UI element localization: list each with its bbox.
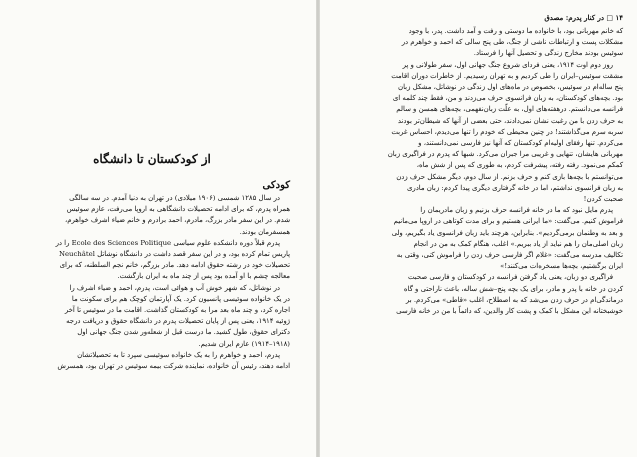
left-body-text — [14, 193, 290, 372]
text-line: کردن در خانه با پدر و مادر، برای یک بچه پنج–شش ساله، باعث ناراحتی و گاه — [403, 284, 623, 293]
text-line: بود. بچه‌های کودکستان، به زبان فرانسوی حرف می‌زدند و من، فقط چند کلمه ای — [392, 94, 623, 103]
text-line: در نوشاتل، که شهر خوش آب و هوائی است، پدرم، احمد و ضیاء اشرف را — [69, 283, 280, 292]
text-line: همراه پدرم، که برای ادامه تحصیلات دانشگاهی به اروپا می‌رفت، عازم سوئیس — [66, 205, 290, 214]
right-page — [320, 0, 637, 457]
text-line: سربه سرم می‌گذاشتند! در چنین محیطی که خودم را تنها می‌دیدم، احساس غربت — [391, 127, 623, 136]
text-line: مشقت سوئیس–ایران را طی کردیم و به تهران رسیدیم. از خاطرات دوران اقامت — [391, 71, 623, 80]
text-line: دکترای حقوق، طول کشید. ما درست قبل از شعله‌ور شدن جنگ جهانی اول — [77, 328, 290, 337]
text-line: شدم. در این سفر مادر بزرگ، مادرم، احمد برادرم و خانم ضیاء اشرف خواهرم، — [65, 216, 290, 225]
text-line: مشکلات پست و ارتباطات ناشی از جنگ، طی پنج سالی که احمد و خواهرم در — [401, 38, 623, 47]
text-line: روز دوم اوت ۱۹۱۴، یعنی فردای شروع جنگ جهانی اول، سفر طولانی و پر — [402, 60, 613, 69]
text-line: تکالیف مدرسه می‌گفت: «غلام اگر فارسی حرف زدن را فراموش کنی، وقتی به — [396, 251, 623, 260]
chapter-title: از کودکستان تا دانشگاه — [93, 152, 211, 166]
text-line: ژوئیه ۱۹۱۴، یعنی پس از پایان تحصیلات پدرم در دانشگاه حقوق و دریافت درجه — [66, 317, 290, 326]
text-line: کمکم می‌نمود. رفته رفته، پیشرفت کردم، به طوری که پس از شش ماه، — [416, 161, 623, 170]
text-line: خوشبختانه این مشکل با کمک و پشت کار والدین، که دائماً با من در خانه فارسی — [396, 307, 623, 316]
text-line: تحصیلات خود در رشته حقوق ادامه دهد. مادر بزرگم، خانم نجم السلطنه، که برای — [59, 261, 290, 270]
left-page — [0, 0, 316, 457]
text-line: پدرم مایل نبود که ما در خانه فرانسه حرف بزنیم و زبان مادریمان را — [420, 206, 613, 215]
text-line: به حرف زدن با من رغبت نشان نمی‌دادند، حتی بعضی از آنها که شیطان‌تر بودند — [397, 116, 623, 125]
text-line: صحبت کردن! — [583, 195, 623, 204]
text-line: فراگیری دو زبان، یعنی یاد گرفتن فرانسه در کودکستان و فارسی صحبت — [408, 273, 613, 282]
text-line: سوئیس بودند مخارج زندگی و تحصیل آنها را فرستاد. — [473, 49, 623, 58]
text-line: ادامه دهند، رئیس آن خانواده، نماینده شرکت بیمه سوئیس در تهران بود، همسرش — [57, 362, 290, 371]
text-line: می‌توانستم با بچه‌ها بازی کنم و حرف بزنم. از سال دوم، دیگر مشکل حرف زدن — [396, 172, 623, 181]
text-line: پدرم قبلاً دوره دانشکده علوم سیاسی Ecole des Sciences Politique را در — [55, 238, 280, 247]
running-header: ۱۴ □ در کنار پدرم: مصدق — [544, 13, 623, 22]
text-line: ایران برگشتیم، بچه‌ها مسخره‌ات می‌کنند!» — [500, 262, 623, 271]
text-line: پاریس تمام کرده بود، و در این سفر قصد داشت در دانشگاه نوشاتل Neuchâtel — [58, 250, 290, 259]
text-line: فرانسه می‌دانستم. درهفته‌های اول، به علّت زبان‌نفهمی، بچه‌های همسن و سالم — [396, 105, 623, 114]
text-line: (۱۹۱۸–۱۹۱۴) عازم ایران شدیم. — [198, 339, 290, 348]
right-body-text — [342, 26, 623, 317]
text-line: فراموش کنیم. می‌گفت: «ما ایرانی هستیم و برای مدت کوتاهی در اروپا می‌مانیم — [393, 217, 623, 226]
text-line: مهربانی هایشان، تنهایی و غریبی مرا جبران می‌کرد. شبها که پدرم در فراگیری زبان — [387, 150, 623, 159]
text-line: زبان اصلی‌مان را هم نباید از یاد ببریم.» اغلب، هنگام کمک به من در انجام — [413, 239, 623, 248]
text-line: می‌کردم. تنها رفقای اولیه‌ام کودکستان که آنها نیز فارسی نمی‌دانستند، و — [418, 139, 623, 148]
text-line: پنج ساله‌ام در سوئیس، بخصوص در ماه‌های اول زندگی در نوشاتل، مشکل زبان — [398, 83, 623, 92]
text-line: که خانم مهربانی بود، با خانواده ما دوستی و رفت و آمد داشت. پدر، با وجود — [408, 27, 623, 35]
text-line: درماندگی‌ام در حرف زدن می‌شد که به اصطلاح، اغلب «قاطی» می‌کردم. بر — [405, 295, 623, 304]
text-line: معالجه چشم با او آمده بود پس از چند ماه به ایران بازگشت. — [117, 272, 290, 281]
text-line: در یک خانواده سوئیسی پانسیون کرد. یک آپارتمان کوچک هم برای سکونت ما — [71, 294, 290, 303]
text-line: اجاره کرد، و چند ماه بعد مرا به کودکستان گذاشت. اقامت ما در سوئیس تا آخر — [64, 306, 290, 315]
text-line: و بعد به وطنمان برمی‌گردیم». بنابراین، هرچند باید زبان فرانسوی یاد بگیریم، ولی — [391, 228, 623, 237]
text-line: همسفرمان بودند. — [239, 227, 290, 236]
text-line: پدرم، احمد و خواهرم را به یک خانواده سوئیسی سپرد تا به تحصیلاتشان — [77, 350, 280, 359]
text-line: به زبان فرانسوی نداشتم، اما در خانه گرفتاری دیگری پیدا کردم: زبان مادری — [406, 183, 623, 192]
text-line: در سال ۱۲۸۵ شمسی (۱۹۰۶ میلادی) در تهران به دنیا آمدم. در سه سالگی — [69, 194, 280, 202]
section-title: کودکی — [262, 180, 290, 191]
